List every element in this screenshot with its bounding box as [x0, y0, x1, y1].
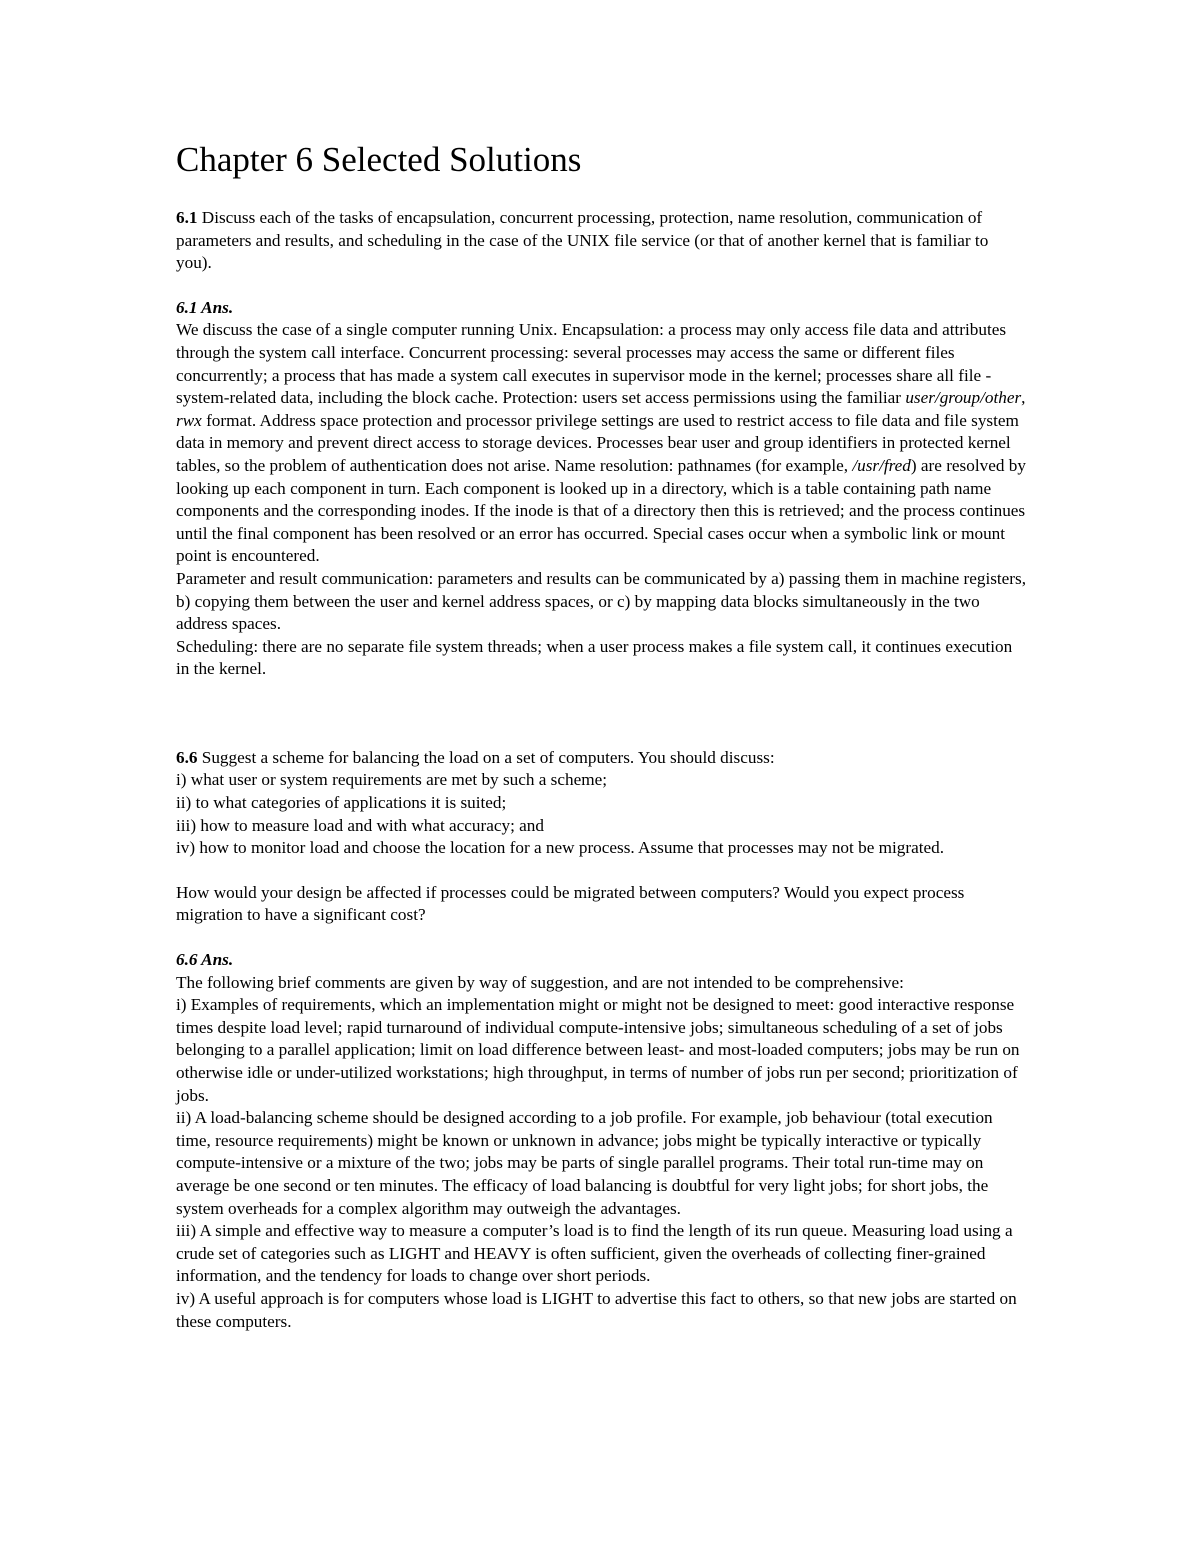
emphasis-rwx: rwx	[176, 410, 202, 430]
answer-6-1-paragraph-3: Scheduling: there are no separate file system threads; when a user process makes a file system call, it continues execution in the kernel.	[176, 636, 1013, 679]
question-6-6-item-3: iii) how to measure load and with what accuracy; and	[176, 815, 544, 835]
emphasis-user-group-other: user/group/other	[905, 388, 1022, 408]
answer-6-6-heading: 6.6 Ans.	[176, 950, 234, 970]
answer-6-1-heading: 6.1 Ans.	[176, 297, 234, 317]
answer-6-6-intro: The following brief comments are given by way of suggestion, and are not intended to be comprehensive:	[176, 972, 904, 992]
question-text: Suggest a scheme for balancing the load on a set of computers. You should discuss:	[197, 747, 775, 767]
question-6-1	[176, 207, 1028, 275]
document-body	[176, 136, 1028, 1333]
question-text: Discuss each of the tasks of encapsulation, concurrent processing, protection, name resolution, communication of parameters and results, and scheduling in the case of the UNIX file service (or that of another kernel that is familiar to you).	[176, 208, 989, 273]
answer-6-1-paragraph-1: We discuss the case of a single computer running Unix. Encapsulation: a process may only access file data and attributes through the system call interface. Concurrent processing: several processes may access the same or different files concurrently; a process that has made a system call executes in supervisor mode in the kernel; processes share all file -system-related data, including the block cache. Protection: users set access permissions using the familiar user/group/other, rwx format. Address space protection and processor privilege settings are used to restrict access to file data and file system data in memory and prevent direct access to storage devices. Processes bear user and group identifiers in protected kernel tables, so the problem of authentication does not arise. Name resolution: pathnames (for example, /usr/fred) are resolved by looking up each component in turn. Each component is looked up in a directory, which is a table containing path name components and the corresponding inodes. If the inode is that of a directory then this is retrieved; and the process continues until the final component has been resolved or an error has occurred. Special cases occur when a symbolic link or mount point is encountered.	[176, 320, 1026, 566]
question-number: 6.1	[176, 208, 198, 227]
answer-6-6-item-1: i) Examples of requirements, which an implementation might or might not be designed to meet: good interactive response times despite load level; rapid turnaround of individual compute-intensive jobs; simultaneous scheduling of a set of jobs belonging to a parallel application; limit on load difference between least- and most-loaded computers; jobs may be run on otherwise idle or under-utilized workstations; high throughput, in terms of number of jobs run per second; prioritization of jobs.	[176, 995, 1020, 1105]
question-6-6-item-2: ii) to what categories of applications it is suited;	[176, 793, 507, 813]
question-6-6	[176, 747, 1028, 770]
answer-6-1-paragraph-2: Parameter and result communication: parameters and results can be communicated by a) passing them in machine registers, b) copying them between the user and kernel address spaces, or c) by mapping data blocks simultaneously in the two address spaces.	[176, 568, 1027, 634]
question-6-6-item-4: iv) how to monitor load and choose the location for a new process. Assume that processes may not be migrated.	[176, 838, 944, 858]
question-number: 6.6	[176, 747, 198, 767]
answer-6-6-item-2: ii) A load-balancing scheme should be designed according to a job profile. For example, job behaviour (total execution time, resource requirements) might be known or unknown in advance; jobs might be typically interactive or typically compute-intensive or a mixture of the two; jobs may be parts of single parallel programs. Their total run-time may on average be one second or ten minutes. The efficacy of load balancing is doubtful for very light jobs; for short jobs, the system overheads for a complex algorithm may outweigh the advantages.	[176, 1108, 993, 1218]
question-6-6-item-1: i) what user or system requirements are met by such a scheme;	[176, 770, 607, 790]
emphasis-usr-fred: /usr/fred	[852, 455, 911, 475]
page-title: Chapter 6 Selected Solutions	[176, 140, 582, 179]
answer-6-6-item-4: iv) A useful approach is for computers whose load is LIGHT to advertise this fact to others, so that new jobs are started on these computers.	[176, 1288, 1017, 1331]
question-6-6-followup: How would your design be affected if processes could be migrated between computers? Would you expect process migration to have a significant cost?	[176, 882, 965, 925]
answer-6-6-item-3: iii) A simple and effective way to measure a computer’s load is to find the length of its run queue. Measuring load using a crude set of categories such as LIGHT and HEAVY is often sufficient, given the overheads of collecting finer-grained information, and the tendency for loads to change over short periods.	[176, 1221, 1013, 1286]
